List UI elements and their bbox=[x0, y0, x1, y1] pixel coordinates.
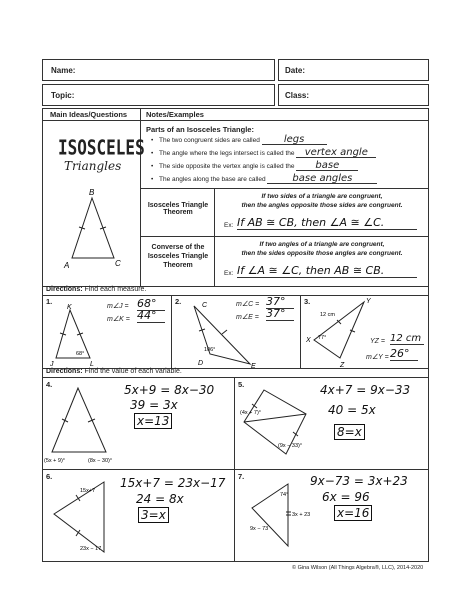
parts-list bbox=[151, 134, 377, 186]
converse-ex-answer: If ∠A ≅ ∠C, then AB ≅ CB. bbox=[237, 264, 417, 278]
problem-6-work-1: 15x+7 = 23x−17 bbox=[120, 476, 226, 490]
problem-6-number: 6. bbox=[46, 472, 53, 481]
problem-5-number: 5. bbox=[238, 380, 245, 389]
measure-cell-divider-1 bbox=[171, 296, 172, 368]
variable-grid-hdivider bbox=[42, 469, 429, 470]
problem-6-answer: 3=x bbox=[138, 507, 169, 523]
problem-3-q2: m∠Y = bbox=[366, 354, 389, 361]
theorem-ex-label: Ex: bbox=[224, 222, 234, 229]
answer-blank: base bbox=[296, 161, 358, 171]
problem-5-answer: 8=x bbox=[334, 424, 365, 440]
problem-5-work-1: 4x+7 = 9x−33 bbox=[320, 383, 411, 397]
svg-text:(4x + 7)°: (4x + 7)° bbox=[240, 410, 261, 416]
svg-text:D: D bbox=[198, 360, 204, 367]
svg-text:X: X bbox=[306, 337, 311, 344]
svg-text:15x+7: 15x+7 bbox=[80, 488, 96, 494]
parts-section bbox=[141, 121, 429, 189]
theorem-divider bbox=[214, 189, 215, 286]
svg-text:E: E bbox=[251, 363, 256, 370]
isosceles-title: ISOSCELES bbox=[58, 135, 145, 160]
problem-3-a2: 26° bbox=[390, 347, 418, 361]
main-ideas-heading: Main Ideas/Questions bbox=[50, 110, 128, 119]
svg-text:77°: 77° bbox=[318, 335, 327, 341]
converse-name: Converse of the Isosceles Triangle Theorem bbox=[147, 244, 209, 269]
problem-6-diagram bbox=[46, 476, 126, 558]
svg-text:3x + 23: 3x + 23 bbox=[292, 512, 311, 518]
svg-text:Y: Y bbox=[366, 298, 371, 305]
problem-6-work-2: 24 = 8x bbox=[136, 492, 184, 506]
problem-1-q1: m∠J = bbox=[107, 303, 129, 310]
topic-label: Topic: bbox=[51, 91, 75, 100]
vertex-a-label: A bbox=[64, 261, 70, 270]
theorem-ex-answer: If AB ≅ CB, then ∠A ≅ ∠C. bbox=[237, 216, 417, 230]
theorem-statement-1: If two sides of a triangle are congruent, bbox=[261, 193, 383, 200]
problem-2-a2: 37° bbox=[266, 307, 294, 321]
problem-4-work-1: 5x+9 = 8x−30 bbox=[124, 383, 215, 397]
problem-7-work-1: 9x−73 = 3x+23 bbox=[310, 474, 408, 488]
svg-text:K: K bbox=[67, 304, 72, 311]
svg-text:12 cm: 12 cm bbox=[320, 312, 335, 318]
svg-text:(8x − 30)°: (8x − 30)° bbox=[88, 458, 113, 464]
list-item: • The angle where the legs intersect is called the vertex angle bbox=[151, 147, 377, 160]
converse-ex-label: Ex: bbox=[224, 270, 234, 277]
problem-2-diagram bbox=[182, 298, 262, 370]
topic-field-box[interactable] bbox=[42, 84, 275, 106]
theorem-statement-2: then the angles opposite those sides are congruent. bbox=[241, 202, 403, 209]
svg-text:(9x − 33)°: (9x − 33)° bbox=[278, 443, 303, 449]
problem-1-diagram bbox=[48, 300, 103, 368]
svg-text:68°: 68° bbox=[76, 351, 85, 357]
problem-7-answer: x=16 bbox=[334, 505, 372, 521]
class-label: Class: bbox=[285, 91, 310, 100]
svg-text:23x − 17: 23x − 17 bbox=[80, 546, 102, 552]
answer-blank: base angles bbox=[267, 174, 377, 184]
copyright-text: © Gina Wilson (All Things Algebra®, LLC), 2014-2020 bbox=[292, 565, 424, 571]
problem-2-a1: 37° bbox=[266, 295, 294, 309]
isosceles-diagram bbox=[58, 186, 138, 276]
directions-2: Directions: Find the value of each variable. bbox=[46, 368, 182, 375]
problem-7-diagram bbox=[240, 478, 320, 560]
svg-text:J: J bbox=[50, 361, 54, 368]
date-label: Date: bbox=[285, 66, 306, 75]
problem-2-q2: m∠E = bbox=[236, 314, 259, 321]
svg-text:C: C bbox=[202, 302, 208, 309]
converse-statement-1: If two angles of a triangle are congruent, bbox=[259, 241, 385, 248]
converse-statement-2: then the sides opposite those angles are congruent. bbox=[241, 250, 403, 257]
problem-1-number: 1. bbox=[46, 297, 53, 306]
list-item: • The side opposite the vertex angle is called the base bbox=[151, 160, 377, 173]
svg-text:Z: Z bbox=[340, 362, 345, 368]
notes-heading: Notes/Examples bbox=[146, 110, 204, 119]
class-field-box[interactable] bbox=[278, 84, 429, 106]
triangle-shape bbox=[72, 198, 114, 258]
problem-5-work-2: 40 = 5x bbox=[328, 403, 376, 417]
theorem-name: Isosceles Triangle Theorem bbox=[147, 202, 209, 216]
variable-grid-vdivider bbox=[234, 378, 235, 562]
answer-blank: legs bbox=[262, 135, 327, 145]
answer-blank: vertex angle bbox=[296, 148, 376, 158]
svg-text:74°: 74° bbox=[280, 492, 289, 498]
problem-3-a1: 12 cm bbox=[390, 333, 424, 345]
svg-text:9x − 73: 9x − 73 bbox=[250, 526, 269, 532]
svg-text:106°: 106° bbox=[204, 347, 216, 353]
problem-1-a1: 68° bbox=[137, 297, 165, 311]
name-field-box[interactable] bbox=[42, 59, 275, 81]
problem-2-number: 2. bbox=[175, 297, 182, 306]
triangles-subtitle: Triangles bbox=[64, 159, 122, 173]
svg-text:(5x + 9)°: (5x + 9)° bbox=[44, 458, 65, 464]
problem-7-work-2: 6x = 96 bbox=[322, 490, 370, 504]
name-label: Name: bbox=[51, 66, 76, 75]
problem-7-number: 7. bbox=[238, 472, 245, 481]
problem-4-answer: x=13 bbox=[134, 413, 172, 429]
date-field-box[interactable] bbox=[278, 59, 429, 81]
problem-3-diagram bbox=[304, 296, 374, 368]
parts-title: Parts of an Isosceles Triangle: bbox=[146, 125, 254, 134]
problem-1-q2: m∠K = bbox=[107, 316, 130, 323]
problem-3-q1: YZ = bbox=[370, 338, 385, 345]
list-item: • The angles along the base are called base angles bbox=[151, 173, 377, 186]
problem-5-diagram bbox=[236, 384, 316, 466]
vertex-b-label: B bbox=[89, 188, 95, 197]
problem-3-number: 3. bbox=[304, 297, 311, 306]
problem-2-q1: m∠C = bbox=[236, 301, 260, 308]
vertex-c-label: C bbox=[115, 259, 121, 268]
svg-text:L: L bbox=[90, 361, 94, 368]
problem-4-diagram bbox=[44, 382, 134, 466]
directions-1: Directions: Find each measure. bbox=[46, 286, 147, 293]
problem-4-number: 4. bbox=[46, 380, 53, 389]
list-item: • The two congruent sides are called legs bbox=[151, 134, 377, 147]
measure-cell-divider-2 bbox=[300, 296, 301, 368]
problem-1-a2: 44° bbox=[137, 309, 165, 323]
problem-4-work-2: 39 = 3x bbox=[130, 398, 178, 412]
